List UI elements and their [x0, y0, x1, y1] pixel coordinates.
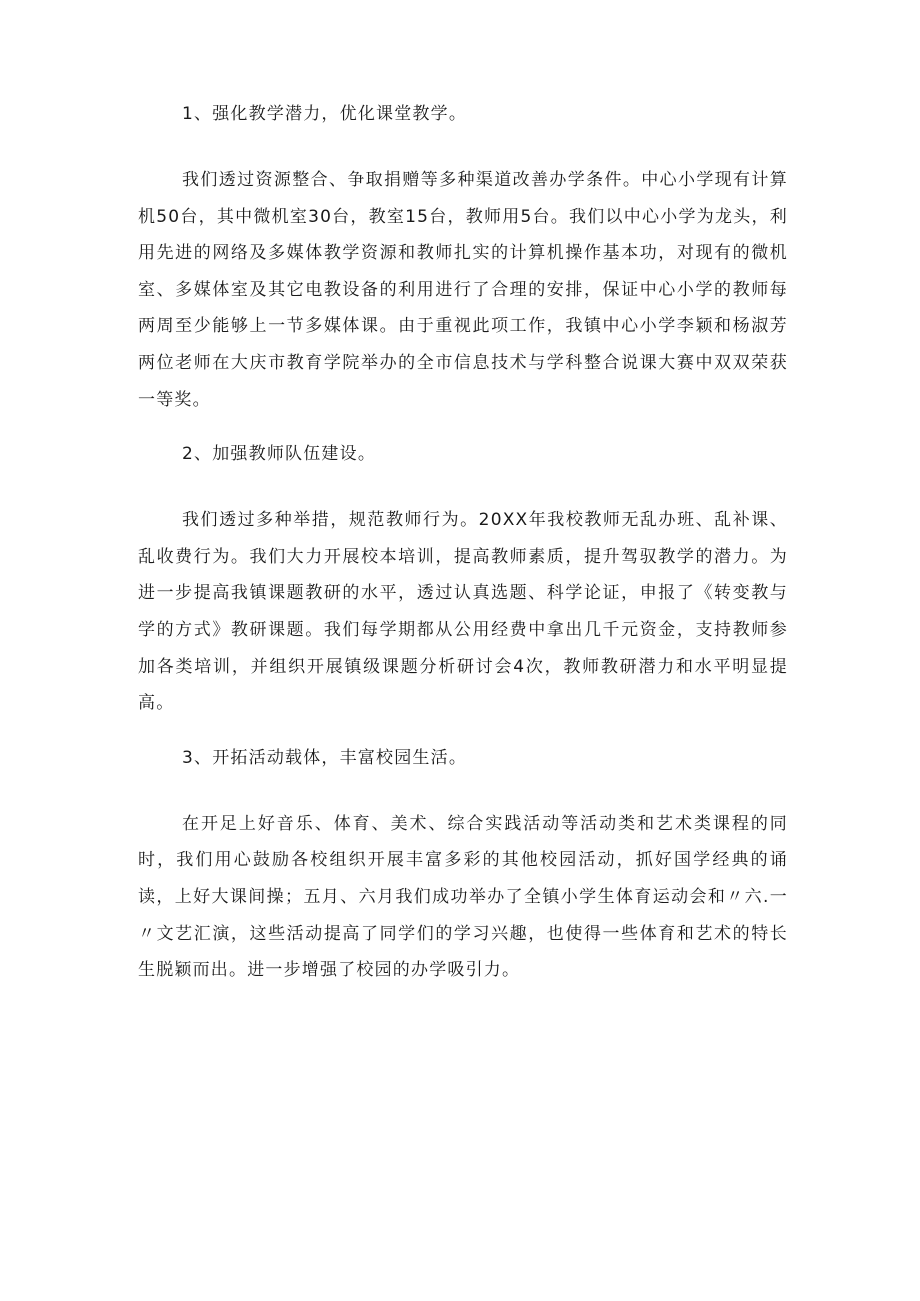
section-heading-2: 2、加强教师队伍建设。 — [182, 444, 377, 465]
section-heading-1: 1、强化教学潜力，优化课堂教学。 — [182, 104, 468, 124]
section-paragraph-3: 在开足上好音乐、体育、美术、综合实践活动等活动类和艺术类课程的同时，我们用心鼓励各校组织开展丰富多彩的其他校园活动，抓好国学经典的诵读，上好大课间操；五月、六月我们成功举办了全镇小学生体育运动会和〃六.一〃文艺汇演，这些活动提高了同学们的学习兴趣，也使得一些体育和艺术的特长生脱颖而出。进一步增强了校园的办学吸引力。 — [138, 813, 788, 981]
section-paragraph-1: 我们透过资源整合、争取捐赠等多种渠道改善办学条件。中心小学现有计算机50台，其中微机室30台，教室15台，教师用5台。我们以中心小学为龙头，利用先进的网络及多媒体教学资源和教师扎实的计算机操作基本功，对现有的微机室、多媒体室及其它电教设备的利用进行了合理的安排，保证中心小学的教师每两周至少能够上一节多媒体课。由于重视此项工作，我镇中心小学李颖和杨淑芳两位老师在大庆市教育学院举办的全市信息技术与学科整合说课大赛中双双荣获一等奖。 — [138, 170, 788, 410]
section-heading-3: 3、开拓活动载体，丰富校园生活。 — [182, 747, 468, 768]
document-body — [138, 96, 788, 989]
section-paragraph-2: 我们透过多种举措，规范教师行为。20XX年我校教师无乱办班、乱补课、乱收费行为。我们大力开展校本培训，提高教师素质，提升驾驭教学的潜力。为进一步提高我镇课题教研的水平，透过认真选题、科学论证，申报了《转变教与学的方式》教研课题。我们每学期都从公用经费中拿出几千元资金，支持教师参加各类培训，并组织开展镇级课题分析研讨会4次，教师教研潜力和水平明显提高。 — [138, 510, 788, 714]
